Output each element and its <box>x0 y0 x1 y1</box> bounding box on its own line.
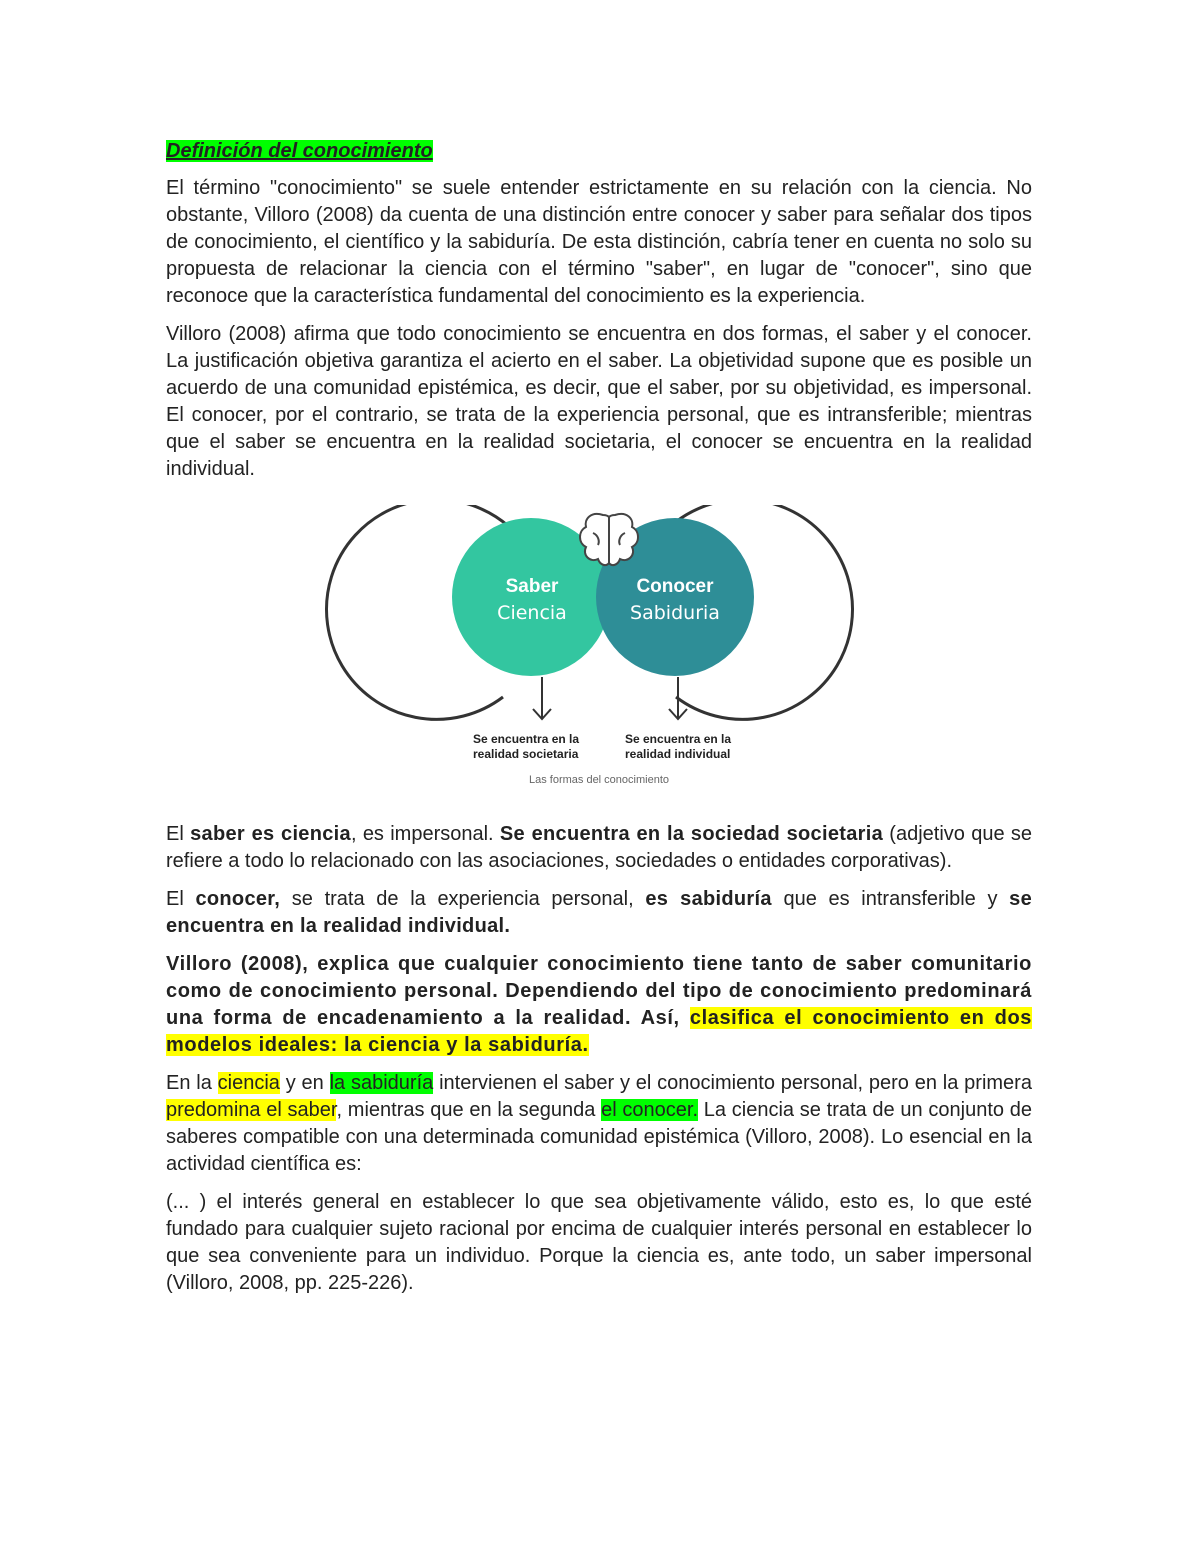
p3-bold-d: Se encuentra en la sociedad societaria <box>499 823 883 845</box>
left-caption-line-2: realidad societaria <box>473 747 579 761</box>
p6-highlight-conocer: el conocer. <box>601 1099 699 1121</box>
paragraph-4 <box>166 886 1032 940</box>
paragraph-6 <box>166 1070 1032 1178</box>
paragraph-3 <box>166 821 1032 875</box>
conocer-title: Conocer <box>636 576 714 597</box>
diagram-svg <box>166 505 1032 791</box>
right-caption-line-1: Se encuentra en la <box>625 732 732 746</box>
p5-highlight-b: clasifica el conocimiento en dos modelos ideales: la ciencia y la sabiduría. <box>166 1007 1032 1056</box>
right-arrow-icon <box>669 677 687 719</box>
right-caption-line-2: realidad individual <box>625 747 731 761</box>
document-content <box>166 138 1032 1308</box>
p6-text-g: , mientras que en la segunda <box>336 1099 602 1121</box>
section-title <box>166 138 1032 165</box>
title-highlight: Definición del conocimiento <box>166 140 433 162</box>
p6-highlight-ciencia: ciencia <box>217 1072 280 1094</box>
p4-text-e: que es intransferible y <box>771 888 1010 910</box>
p6-highlight-predomina: predomina el saber <box>166 1099 337 1121</box>
conocer-subtitle: Sabiduria <box>630 602 720 624</box>
figure-caption: Las formas del conocimiento <box>528 774 670 786</box>
p6-highlight-sabiduria: la sabiduría <box>329 1072 434 1094</box>
p3-text-e: (adjetivo que se refiere a todo lo relacionado con las asociaciones, sociedades o entidades corporativas). <box>166 823 1032 872</box>
p3-text-a: El <box>166 823 191 845</box>
p3-bold-b: saber es ciencia <box>190 823 351 845</box>
p6-text-i: La ciencia se trata de un conjunto de saberes compatible con una determinada comunidad epistémica (Villoro, 2008). Lo esencial en la actividad científica es: <box>166 1099 1032 1175</box>
p6-text-a: En la <box>166 1072 218 1094</box>
p6-text-e: intervienen el saber y el conocimiento personal, pero en la primera <box>433 1072 1032 1094</box>
p4-text-c: se trata de la experiencia personal, <box>280 888 646 910</box>
saber-subtitle: Ciencia <box>497 602 567 624</box>
paragraph-2: Villoro (2008) afirma que todo conocimiento se encuentra en dos formas, el saber y el conocer. La justificación objetiva garantiza el acierto en el saber. La objetividad supone que es posible un acuerdo de una comunidad epistémica, es decir, que el saber, por su objetividad, es impersonal. El conocer, por el contrario, se trata de la experiencia personal, que es intransferible; mientras que el saber se encuentra en la realidad societaria, el conocer se encuentra en la realidad individual. <box>166 323 1032 480</box>
brain-icon <box>580 514 638 565</box>
knowledge-forms-figure <box>166 505 1032 791</box>
paragraph-7-quote: (... ) el interés general en establecer lo que sea objetivamente válido, esto es, lo que esté fundado para cualquier sujeto racional por encima de cualquier interés personal en establecer lo que sea conveniente para un individuo. Porque la ciencia es, ante todo, un saber impersonal (Villoro, 2008, pp. 225-226). <box>166 1191 1032 1294</box>
p6-text-c: y en <box>279 1072 330 1094</box>
paragraph-5 <box>166 951 1032 1059</box>
saber-title: Saber <box>505 576 559 597</box>
p3-text-c: , es impersonal. <box>350 823 500 845</box>
left-arrow-icon <box>533 677 551 719</box>
p4-text-a: El <box>166 888 196 910</box>
p4-bold-f: se encuentra en la realidad individual. <box>166 888 1032 937</box>
p4-bold-d: es sabiduría <box>645 888 772 910</box>
p5-bold-a: Villoro (2008), explica que cualquier conocimiento tiene tanto de saber comunitario como de conocimiento personal. Dependiendo del tipo de conocimiento predominará una forma de encadenamiento a la realidad. Así, <box>166 953 1032 1029</box>
left-caption-line-1: Se encuentra en la <box>473 732 580 746</box>
paragraph-1: El término "conocimiento" se suele entender estrictamente en su relación con la ciencia. No obstante, Villoro (2008) da cuenta de una distinción entre conocer y saber para señalar dos tipos de conocimiento, el científico y la sabiduría. De esta distinción, cabría tener en cuenta no solo su propuesta de relacionar la ciencia con el término "saber", en lugar de "conocer", sino que reconoce que la característica fundamental del conocimiento es la experiencia. <box>166 177 1032 307</box>
p4-bold-b: conocer, <box>195 888 281 910</box>
